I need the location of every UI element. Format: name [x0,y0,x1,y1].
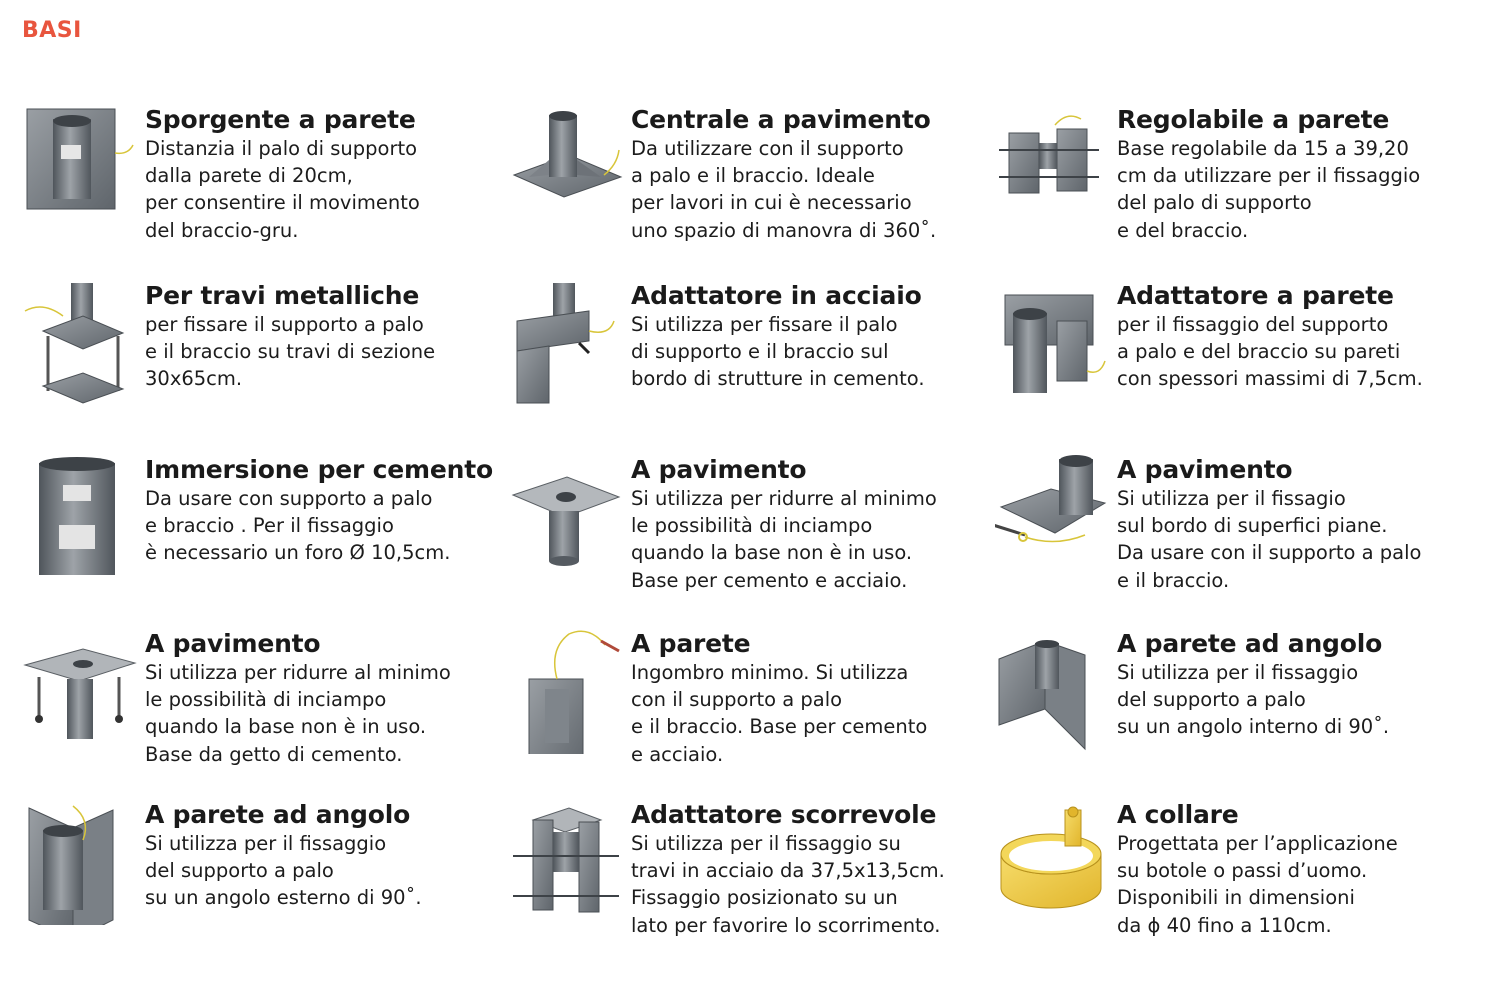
inner-corner-base-icon [995,629,1110,754]
item-desc-line: Da usare con il supporto a palo [1117,541,1422,565]
item-desc-line: Base da getto di cemento. [145,742,403,766]
item-desc-line: Da utilizzare con il supporto [631,137,904,160]
product-item [509,281,989,446]
item-desc-line: del supporto a palo [145,859,334,883]
item-desc-line: a palo e il braccio. Ideale [631,164,875,188]
product-item [995,629,1475,794]
item-desc-line: di supporto e il braccio sul [631,340,889,364]
item-desc-line: e il braccio. Base per cemento [631,715,928,739]
concrete-sleeve-icon [23,455,138,580]
item-desc-line: lato per favorire lo scorrimento. [631,913,941,937]
product-item [23,629,503,794]
sliding-adapter-icon [509,800,624,925]
item-title: Adattatore scorrevole [631,800,937,829]
item-desc-line: Si utilizza per ridurre al minimo [145,661,451,684]
item-desc-line: cm da utilizzare per il fissaggio [1117,164,1421,188]
product-item [995,455,1475,620]
item-desc-line: per il fissaggio del supporto [1117,313,1389,336]
collar-base-icon [995,800,1110,925]
item-title: A collare [1117,800,1239,829]
item-title: Adattatore in acciaio [631,281,922,310]
item-desc-line: Si utilizza per ridurre al minimo [631,487,937,510]
item-title: Immersione per cemento [145,455,493,484]
item-desc-line: quando la base non è in uso. [145,715,427,739]
item-desc-line: su un angolo interno di 90˚. [1117,715,1390,739]
item-desc-line: 30x65cm. [145,367,243,391]
steel-adapter-icon [509,281,624,406]
item-title: A parete ad angolo [1117,629,1383,658]
item-desc-line: travi in acciaio da 37,5x13,5cm. [631,859,945,883]
item-desc-line: bordo di strutture in cemento. [631,367,925,391]
item-desc-line: da ϕ 40 fino a 110cm. [1117,913,1332,937]
product-item [509,105,989,270]
item-desc-line: per lavori in cui è necessario [631,191,912,215]
item-desc-line: Progettata per l’applicazione [1117,832,1398,855]
item-desc-line: Si utilizza per fissare il palo [631,313,898,336]
item-desc-line: Si utilizza per il fissaggio [145,832,387,855]
wall-offset-base-icon [23,105,138,230]
item-desc-line: e braccio . Per il fissaggio [145,514,394,538]
product-item [23,800,503,965]
item-desc-line: con spessori massimi di 7,5cm. [1117,367,1423,391]
product-item [509,800,989,965]
item-desc-line: Ingombro minimo. Si utilizza [631,661,909,684]
page-title: BASI [22,18,82,43]
item-desc-line: Si utilizza per il fissagio [1117,487,1346,510]
item-desc-line: le possibilità di inciampo [631,514,873,538]
item-title: A pavimento [1117,455,1293,484]
item-title: A parete [631,629,751,658]
product-item [995,800,1475,965]
item-desc-line: e il braccio su travi di sezione [145,340,436,364]
adjustable-wall-base-icon [995,105,1110,230]
product-item [995,281,1475,446]
item-desc-line: per fissare il supporto a palo [145,313,424,336]
item-desc-line: dalla parete di 20cm, [145,164,353,188]
item-desc-line: Da usare con supporto a palo [145,487,433,510]
item-title: Regolabile a parete [1117,105,1390,134]
product-item [509,455,989,620]
item-title: Adattatore a parete [1117,281,1394,310]
item-desc-line: con il supporto a palo [631,688,843,712]
item-title: Centrale a pavimento [631,105,931,134]
steel-beam-base-icon [23,281,138,406]
product-item [509,629,989,794]
item-desc-line: Fissaggio posizionato su un [631,886,898,910]
item-desc-line: Base per cemento e acciaio. [631,568,908,592]
item-title: Sporgente a parete [145,105,416,134]
product-item [23,105,503,270]
item-desc-line: Si utilizza per il fissaggio su [631,832,901,855]
item-desc-line: del palo di supporto [1117,191,1312,215]
item-desc-line: è necessario un foro Ø 10,5cm. [145,541,451,565]
edge-floor-base-icon [995,455,1110,580]
item-desc-line: Distanzia il palo di supporto [145,137,418,160]
item-title: Per travi metalliche [145,281,420,310]
item-desc-line: Base regolabile da 15 a 39,20 [1117,137,1409,160]
item-desc-line: e del braccio. [1117,218,1249,242]
item-desc-line: uno spazio di manovra di 360˚. [631,218,937,242]
item-desc-line: del supporto a palo [1117,688,1306,712]
item-title: A pavimento [631,455,807,484]
item-desc-line: sul bordo di superfici piane. [1117,514,1388,538]
item-desc-line: a palo e del braccio su pareti [1117,340,1401,364]
item-desc-line: le possibilità di inciampo [145,688,387,712]
item-desc-line: Si utilizza per il fissaggio [1117,661,1359,684]
item-desc-line: e acciaio. [631,742,724,766]
wall-adapter-icon [995,281,1110,406]
item-desc-line: su un angolo esterno di 90˚. [145,886,422,910]
item-title: A pavimento [145,629,321,658]
item-desc-line: Disponibili in dimensioni [1117,886,1355,910]
item-title: A parete ad angolo [145,800,411,829]
outer-corner-base-icon [23,800,138,925]
item-desc-line: quando la base non è in uso. [631,541,913,565]
wall-plate-base-icon [509,629,624,754]
central-floor-base-icon [509,105,624,230]
product-item [995,105,1475,270]
flush-floor-base-icon [509,455,624,580]
item-desc-line: e il braccio. [1117,568,1230,592]
cast-in-floor-base-icon [23,629,138,754]
item-desc-line: per consentire il movimento [145,191,420,215]
product-item [23,455,503,620]
item-desc-line: del braccio-gru. [145,218,299,242]
product-item [23,281,503,446]
item-desc-line: su botole o passi d’uomo. [1117,859,1368,883]
